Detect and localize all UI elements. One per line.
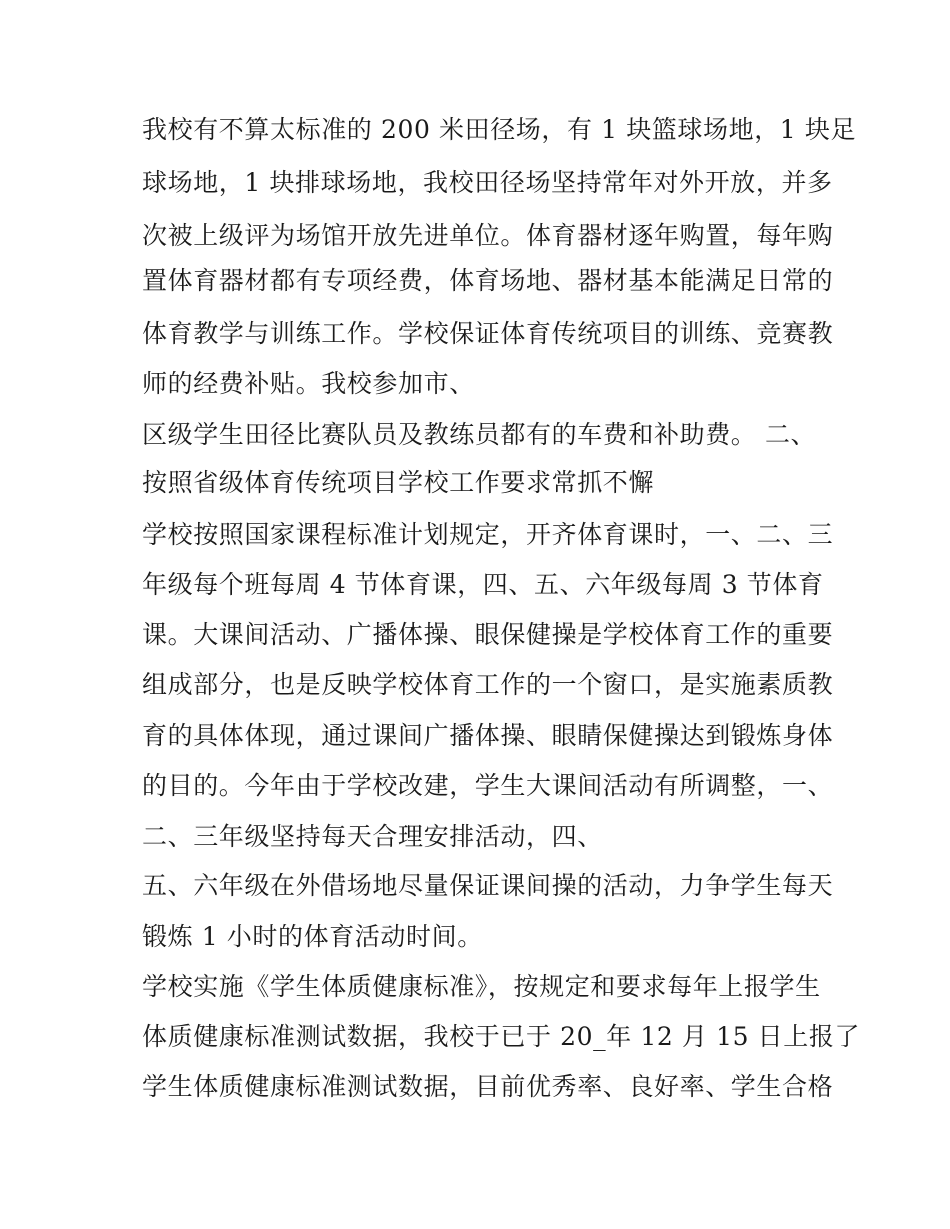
text-line: 年级每个班每周 4 节体育课，四、五、六年级每周 3 节体育 — [142, 570, 824, 599]
text-line: 置体育器材都有专项经费，体育场地、器材基本能满足日常的 — [142, 266, 834, 295]
text-line: 育的具体体现，通过课间广播体操、眼睛保健操达到锻炼身体 — [142, 721, 834, 750]
text-line: 锻炼 1 小时的体育活动时间。 — [142, 922, 483, 951]
text-line: 学校实施《学生体质健康标准》，按规定和要求每年上报学生 — [142, 972, 821, 1001]
text-line: 区级学生田径比赛队员及教练员都有的车费和补助费。 二、 — [142, 420, 817, 449]
text-line: 次被上级评为场馆开放先进单位。体育器材逐年购置，每年购 — [142, 221, 834, 250]
text-line: 体质健康标准测试数据，我校于已于 20_年 12 月 15 日上报了 — [142, 1022, 861, 1051]
text-line: 球场地，1 块排球场地，我校田径场坚持常年对外开放，并多 — [142, 168, 833, 197]
text-line: 的目的。今年由于学校改建，学生大课间活动有所调整，一、 — [142, 771, 834, 800]
text-line: 二、三年级坚持每天合理安排活动，四、 — [142, 822, 603, 851]
text-line: 课。大课间活动、广播体操、眼保健操是学校体育工作的重要 — [142, 620, 834, 649]
text-line: 学生体质健康标准测试数据，目前优秀率、良好率、学生合格 — [142, 1072, 834, 1101]
text-line: 学校按照国家课程标准计划规定，开齐体育课时，一、二、三 — [142, 520, 834, 549]
text-line: 组成部分，也是反映学校体育工作的一个窗口，是实施素质教 — [142, 670, 834, 699]
text-line: 师的经费补贴。我校参加市、 — [142, 369, 475, 398]
text-line: 按照省级体育传统项目学校工作要求常抓不懈 — [142, 468, 655, 497]
text-line: 我校有不算太标准的 200 米田径场，有 1 块篮球场地，1 块足 — [142, 115, 857, 144]
text-line: 体育教学与训练工作。学校保证体育传统项目的训练、竞赛教 — [142, 319, 834, 348]
text-line: 五、六年级在外借场地尽量保证课间操的活动，力争学生每天 — [142, 871, 834, 900]
